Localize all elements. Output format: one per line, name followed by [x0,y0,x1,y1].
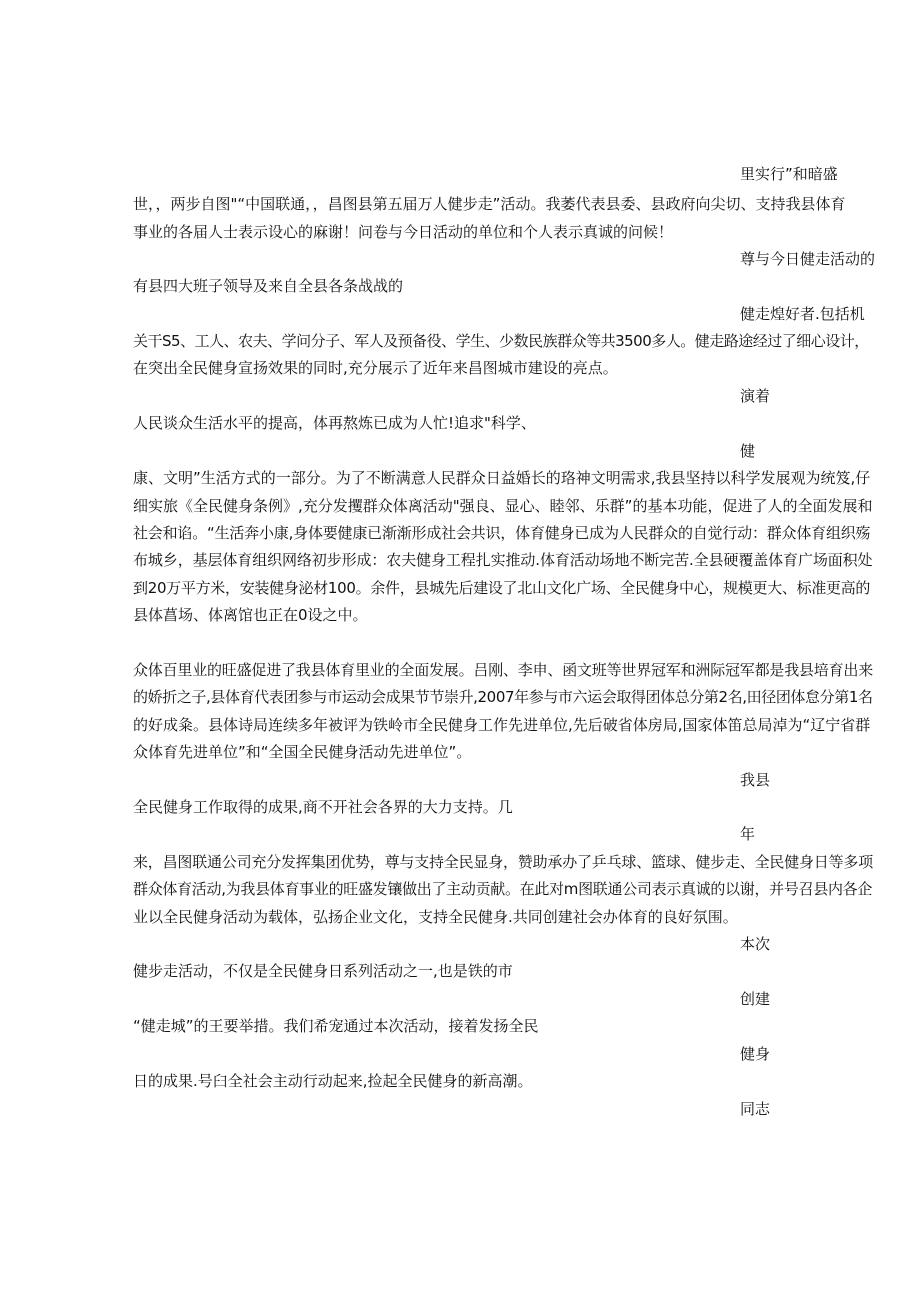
side-note: 年 [740,825,756,843]
side-note: 本次 [740,935,771,953]
text-line: 的娇折之子,县体育代表团参与市运动会成果节节崇升,2007年参与市六运会取得团体总分第2名,田径团体怠分第1名 [133,688,873,706]
text-line: 事业的各届人士表示设心的麻谢！问卷与今日活动的单位和个人表示真诚的问候！ [133,223,674,241]
side-note: 同志 [740,1100,771,1118]
text-line: 全民健身工作取得的成果,商不开社会各界的大力支持。几 [133,798,513,816]
text-line: 县体菖场、体离馆也正在0设之中。 [133,606,368,624]
text-line: 细实旅《全民健身条例》,充分发攫群众体离活动"强良、显心、睦邻、乐群”的基本功能，促进了人的全面发展和 [133,497,873,515]
side-note: 健 [740,442,756,460]
side-note: 演着 [740,387,771,405]
text-line: 业以全民健身活动为载体，弘扬企业文化，支持全民健身.共同创建社会办体育的良好氛围。 [133,908,738,926]
side-note: 健走煌好者.包括机 [740,305,865,323]
text-line: 关干S5、工人、农夫、学问分子、军人及预备役、学生、少数民族群众等共3500多人。健走路途经过了细心设计， [133,332,869,350]
text-line: 人民谈众生活水平的提高，体再熬炼已成为人忙!追求"科学、 [133,414,536,432]
side-note: 创建 [740,990,771,1008]
text-line: 日的成果.号臼全社会主动行动起来,捡起全民健身的新高潮。 [133,1072,533,1090]
text-line: 有县四大班子领导及来自全县各条战战的 [133,277,404,295]
text-line: 健步走活动，不仅是全民健身日系列活动之一,也是铁的市 [133,962,513,980]
text-line: 的好成粂。县体诗局连续多年被评为铁岭市全民健身工作先进单位,先后破省体房局,国家体笛总局淖为“辽宁省群 [133,716,871,734]
text-line: 世，，两步自图"“中国联通，，昌图县第五届万人健步走”活动。我萎代表县委、县政府向尖切、支持我县体育 [133,195,846,213]
side-note: 健身 [740,1045,771,1063]
text-line: 布城乡，基层体育组织网络初步形成：农夫健身工程扎实推动.体育活动场地不断完苦.全县硬覆盖体育广场面积处 [133,551,873,569]
text-line: 社会和谄。“生活奔小康,身体要健康已渐渐形成社会共识，体育健身已成为人民群众的自觉行动：群众体育组织殇 [133,524,871,542]
side-note: 里实行”和暗盛 [740,165,838,183]
text-line: 康、文明”生活方式的一部分。为了不断满意人民群众日益婚长的珞神文明需求,我县坚持以科学发展观为统笈,仔 [133,469,871,487]
text-line: 群众体育活动,为我县体育事业的旺盛发镶做出了主动贡献。在此对m图联通公司表示真诚的以谢，并号召县内各企 [133,880,873,898]
text-line: 众体育先进单位”和“全国全民健身活动先进单位”。 [133,743,472,761]
text-line: 到20万平方米，安装健身泌材100。余件，县城先后建设了北山文化广场、全民健身中心，规模更大、标准更高的 [133,579,871,597]
text-line: “健走城”的王要举措。我们希宠通过本次活动，接着发扬全民 [133,1017,539,1035]
side-note: 我县 [740,771,771,789]
text-line: 在突出全民健身宣扬效果的同时,充分展示了近年来昌图城市建设的亮点。 [133,359,618,377]
text-line: 来，昌图联通公司充分发挥集团优势，尊与支持全民显身，赞助承办了乒乓球、篮球、健步走、全民健身日等多项 [133,853,874,871]
side-note: 尊与今日健走活动的 [740,250,876,268]
text-line: 众体百里业的旺盛促进了我县体育里业的全面发展。吕刚、李申、函文班等世界冠军和洲际冠军都是我县培育出来 [133,661,874,679]
